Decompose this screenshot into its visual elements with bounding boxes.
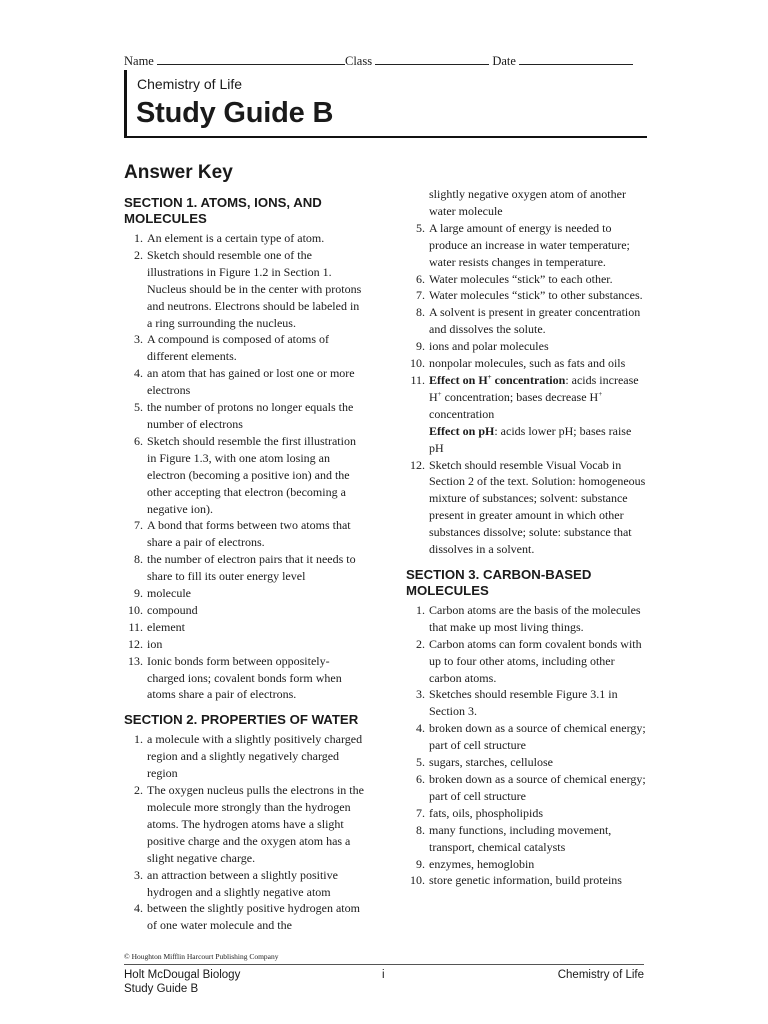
list-item: 8. many functions, including movement, transport, chemical catalysts <box>416 822 612 854</box>
section2-list <box>124 731 366 934</box>
list-item: 4. broken down as a source of chemical energy; part of cell structure <box>416 721 646 753</box>
list-item: 6. Water molecules “stick” to each other. <box>416 271 613 286</box>
list-item: 10. nonpolar molecules, such as fats and oils <box>410 356 626 371</box>
footer-chapter: Chemistry of Life <box>557 969 644 981</box>
left-column <box>124 162 366 934</box>
footer-divider <box>124 964 644 965</box>
list-item: 3. an attraction between a slightly positive hydrogen and a slightly negative atom <box>134 867 338 899</box>
list-item: 3. A compound is composed of atoms of different elements. <box>134 332 329 364</box>
list-item: 4. between the slightly positive hydrogen atom of one water molecule and the <box>134 901 360 933</box>
list-item: 2. The oxygen nucleus pulls the electrons in the molecule more strongly than the hydrogen atoms. The hydrogen atoms have a slight positive charge and the oxygen atom has a slight negative charge. <box>134 783 364 865</box>
list-item: 1. Carbon atoms are the basis of the molecules that make up most living things. <box>416 602 641 634</box>
list-item: 11. element <box>128 619 185 634</box>
footer-guide-title: Study Guide B <box>124 983 199 995</box>
section1-heading: SECTION 1. ATOMS, IONS, AND MOLECULES <box>124 195 322 226</box>
list-item: 12. ion <box>128 636 163 651</box>
name-class-date-line <box>124 53 644 69</box>
list-item: 4. an atom that has gained or lost one or more electrons <box>134 366 355 398</box>
section3-list <box>406 602 646 889</box>
section1-list <box>124 230 366 703</box>
copyright-notice: © Houghton Mifflin Harcourt Publishing Company <box>124 952 279 961</box>
list-item: 7. fats, oils, phospholipids <box>416 805 544 820</box>
list-item: 7. A bond that forms between two atoms that share a pair of electrons. <box>134 518 351 550</box>
page-number: i <box>382 969 385 981</box>
list-item: 8. A solvent is present in greater concentration and dissolves the solute. <box>416 305 641 337</box>
class-blank <box>375 53 489 65</box>
list-item: 1. a molecule with a slightly positively charged region and a slightly negatively charged region <box>134 732 363 781</box>
list-item: 3. Sketches should resemble Figure 3.1 in Section 3. <box>416 687 618 719</box>
list-item: 11. Effect on H+ concentration: acids increase H+ concentration; bases decrease H+ concentration <box>410 372 639 421</box>
footer-book-title: Holt McDougal Biology <box>124 969 241 981</box>
list-item: 10. compound <box>128 602 198 617</box>
list-item: 5. the number of protons no longer equals the number of electrons <box>134 400 354 431</box>
footer-left <box>124 968 240 996</box>
list-item: Effect on pH: acids lower pH; bases raise pH <box>429 423 632 455</box>
list-item: 2. Carbon atoms can form covalent bonds with up to four other atoms, including other carbon atoms. <box>416 636 642 685</box>
subject-label: Chemistry of Life <box>137 76 243 92</box>
class-label: Class <box>344 54 373 68</box>
title-box <box>124 70 647 138</box>
right-column <box>406 186 646 889</box>
answer-key-heading: Answer Key <box>124 162 233 183</box>
list-item: 6. broken down as a source of chemical energy; part of cell structure <box>416 772 646 803</box>
list-item: 5. A large amount of energy is needed to produce an increase in water temperature; water resists changes in temperature. <box>416 220 630 269</box>
section2-heading: SECTION 2. PROPERTIES OF WATER <box>124 712 359 728</box>
list-item: 1. An element is a certain type of atom. <box>134 231 325 245</box>
section3-heading: SECTION 3. CARBON-BASED MOLECULES <box>406 566 592 598</box>
list-item: 2. Sketch should resemble one of the illustrations in Figure 1.2 in Section 1. Nucleus should be in the center with protons and neutrons. Electrons should be labeled in a ring surrounding the nucleus. <box>134 247 362 330</box>
list-item: 9. enzymes, hemoglobin <box>416 856 535 871</box>
name-label: Name <box>124 54 154 68</box>
list-item: 9. ions and polar molecules <box>416 339 549 354</box>
section2-list-continued <box>406 220 646 558</box>
list-item: 8. the number of electron pairs that it needs to share to fill its outer energy level <box>134 552 356 584</box>
page-title: Study Guide B <box>136 97 334 129</box>
list-item: 13. Ionic bonds form between oppositely-charged ions; covalent bonds form when atoms share a pair of electrons. <box>128 653 342 702</box>
name-blank <box>157 53 345 65</box>
list-item: 9. molecule <box>134 586 191 601</box>
list-item: 12. Sketch should resemble Visual Vocab in Section 2 of the text. Solution: homogeneous mixture of substances; solvent: substance present in greater amount in which other substances dissolve; solute: substance that dissolves in a solvent. <box>410 457 646 557</box>
list-item: 6. Sketch should resemble the first illustration in Figure 1.3, with one atom losing an electron (becoming a positive ion) and the other accepting that electron (becoming a negative ion). <box>134 433 356 516</box>
list-item: 7. Water molecules “stick” to other substances. <box>416 288 643 303</box>
list-item: 10. store genetic information, build proteins <box>410 873 622 888</box>
date-label: Date <box>492 54 516 68</box>
list-item: 5. sugars, starches, cellulose <box>416 755 553 770</box>
date-blank <box>519 53 633 65</box>
section2-item4-continued: slightly negative oxygen atom of another water molecule <box>429 187 626 218</box>
